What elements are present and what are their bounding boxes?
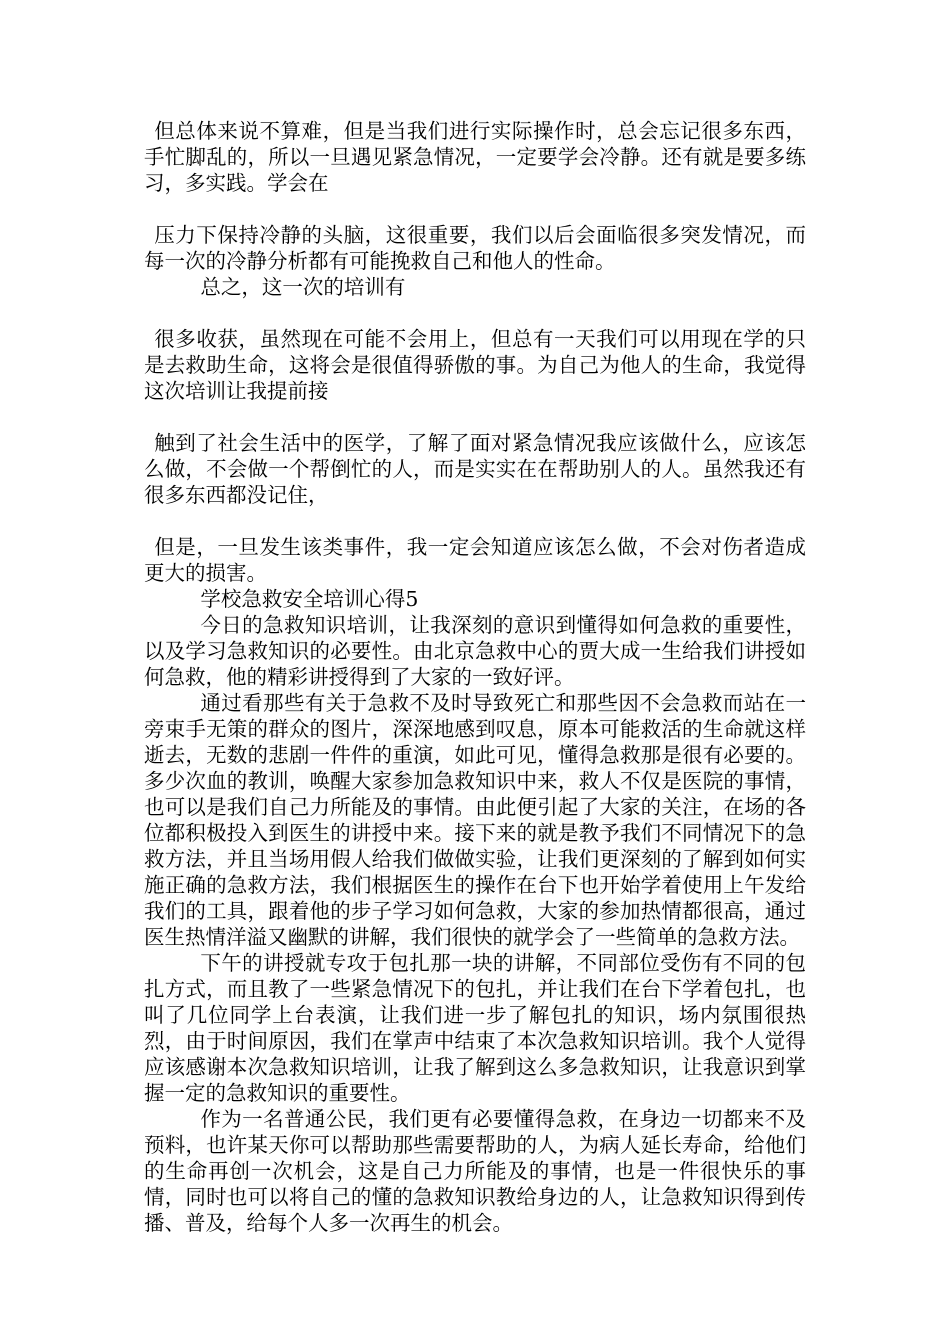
paragraph-gap: [144, 300, 806, 326]
paragraph-gap: [144, 404, 806, 430]
paragraph-gap: [144, 196, 806, 222]
section-heading: 学校急救安全培训心得5: [200, 587, 419, 611]
paragraph-7: 今日的急救知识培训，让我深刻的意识到懂得如何急救的重要性，以及学习急救知识的必要性。由北京急救中心的贾大成一生给我们讲授如何急救，他的精彩讲授得到了大家的一致好评。: [144, 613, 806, 689]
paragraph-4: 很多收获，虽然现在可能不会用上，但总有一天我们可以用现在学的只是去救助生命，这将会是很值得骄傲的事。为自己为他人的生命，我觉得这次培训让我提前接: [144, 327, 806, 403]
paragraph-6: 但是，一旦发生该类事件，我一定会知道应该怎么做，不会对伤者造成更大的损害。: [144, 535, 806, 585]
paragraph-gap: [144, 508, 806, 534]
paragraph-9: 下午的讲授就专攻于包扎那一块的讲解，不同部位受伤有不同的包扎方式，而且教了一些紧急情况下的包扎，并让我们在台下学着包扎，也叫了几位同学上台表演，让我们进一步了解包扎的知识，场内氛围很热烈，由于时间原因，我们在掌声中结束了本次急救知识培训。我个人觉得应该感谢本次急救知识培训，让我了解到这么多急救知识，让我意识到掌握一定的急救知识的重要性。: [144, 951, 806, 1105]
paragraph-10: 作为一名普通公民，我们更有必要懂得急救，在身边一切都来不及预料，也许某天你可以帮助那些需要帮助的人，为病人延长寿命，给他们的生命再创一次机会，这是自己力所能及的事情，也是一件很快乐的事情，同时也可以将自己的懂的急救知识教给身边的人，让急救知识得到传播、普及，给每个人多一次再生的机会。: [144, 1107, 806, 1235]
document-page: [144, 118, 806, 1236]
paragraph-2: 压力下保持冷静的头脑，这很重要，我们以后会面临很多突发情况，而每一次的冷静分析都有可能挽救自己和他人的性命。: [144, 223, 806, 273]
paragraph-1: 但总体来说不算难，但是当我们进行实际操作时，总会忘记很多东西，手忙脚乱的，所以一旦遇见紧急情况，一定要学会冷静。还有就是要多练习，多实践。学会在: [144, 119, 806, 195]
paragraph-5: 触到了社会生活中的医学，了解了面对紧急情况我应该做什么，应该怎么做，不会做一个帮倒忙的人，而是实实在在帮助别人的人。虽然我还有很多东西都没记住，: [144, 431, 806, 507]
paragraph-3: 总之，这一次的培训有: [200, 275, 406, 299]
paragraph-8: 通过看那些有关于急救不及时导致死亡和那些因不会急救而站在一旁束手无策的群众的图片，深深地感到叹息，原本可能救活的生命就这样逝去，无数的悲剧一件件的重演，如此可见，懂得急救那是很有必要的。多少次血的教训，唤醒大家参加急救知识中来，救人不仅是医院的事情，也可以是我们自己力所能及的事情。由此便引起了大家的关注，在场的各位都积极投入到医生的讲授中来。接下来的就是教予我们不同情况下的急救方法，并且当场用假人给我们做做实验，让我们更深刻的了解到如何实施正确的急救方法，我们根据医生的操作在台下也开始学着使用上午发给我们的工具，跟着他的步子学习如何急救，大家的参加热情都很高，通过医生热情洋溢又幽默的讲解，我们很快的就学会了一些简单的急救方法。: [144, 691, 806, 949]
